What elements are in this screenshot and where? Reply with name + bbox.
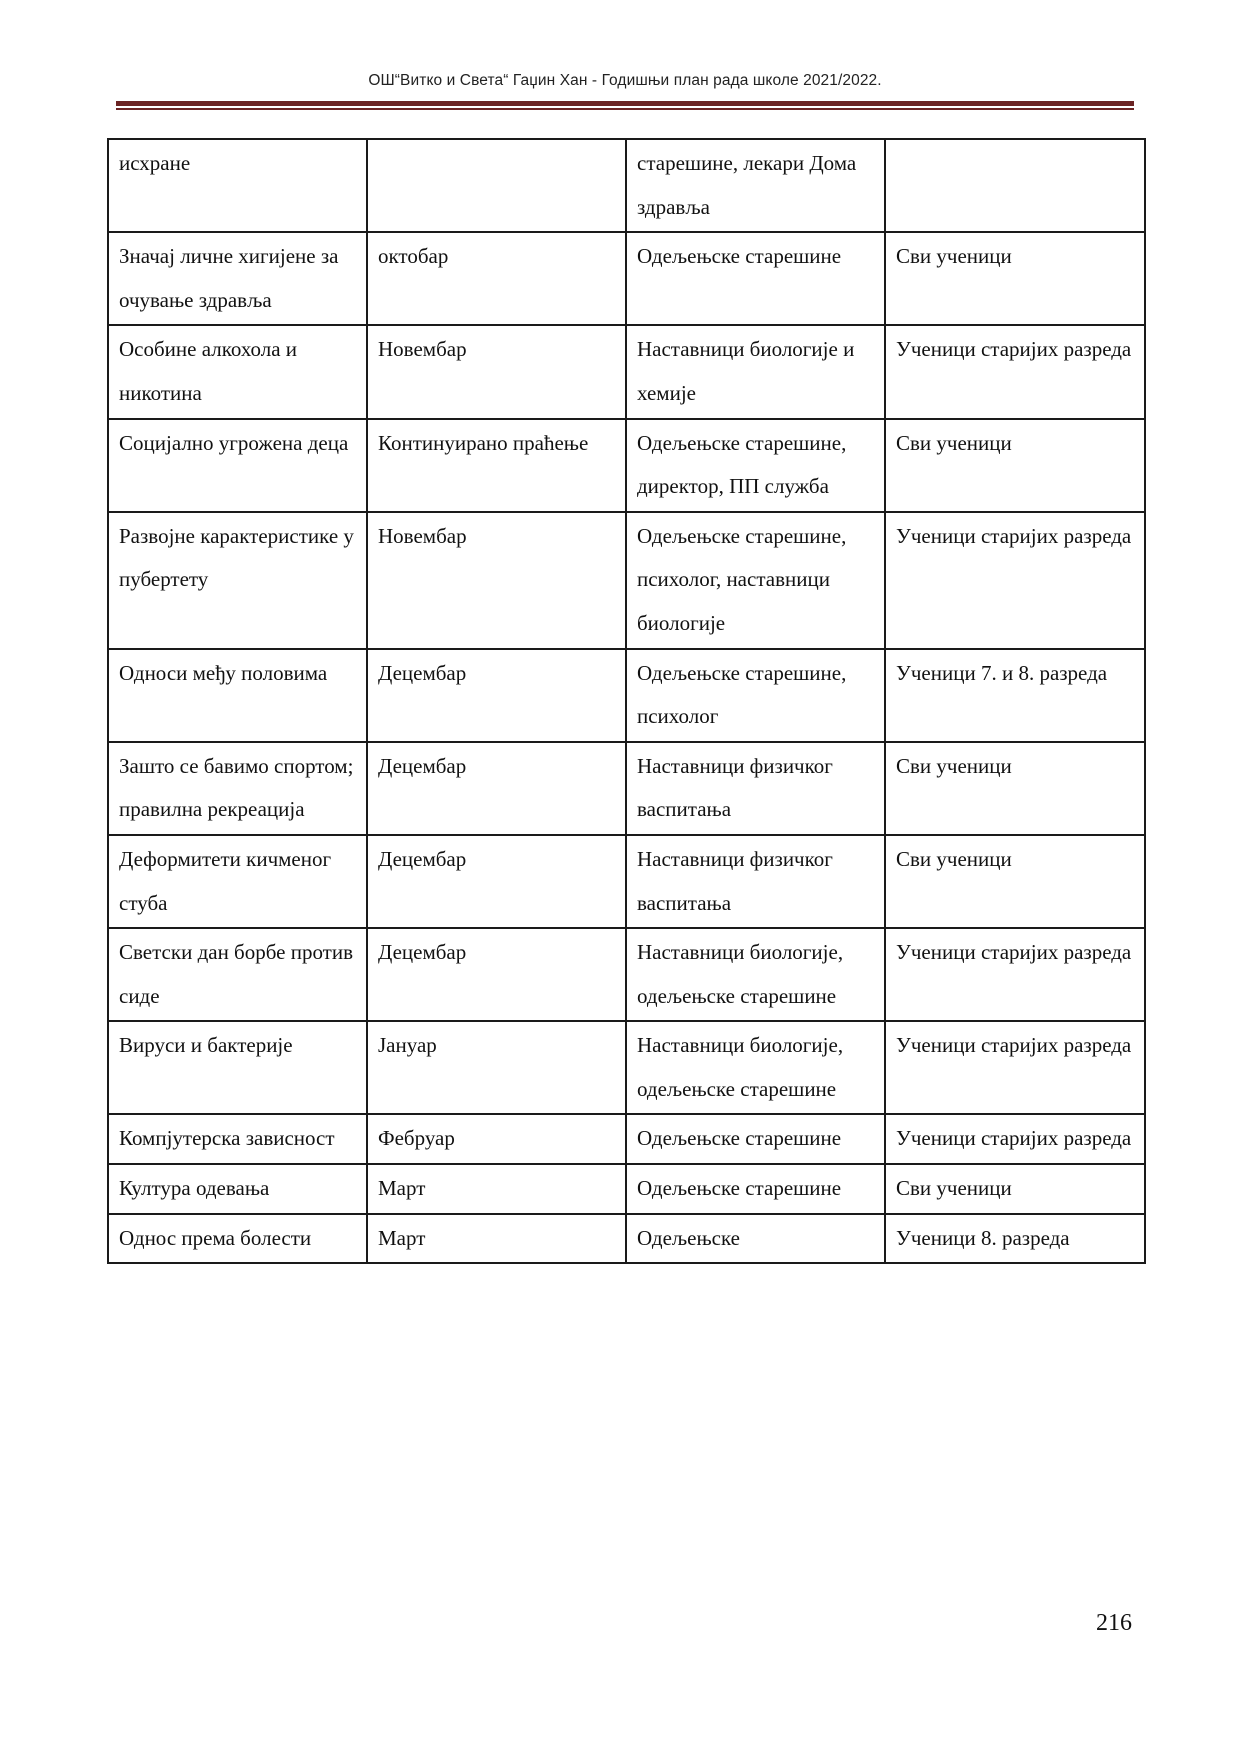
responsible-cell: Наставници биологије, одељењске старешине bbox=[626, 1021, 885, 1114]
participants-cell: Ученици 7. и 8. разреда bbox=[885, 649, 1145, 742]
time-cell: Децембар bbox=[367, 649, 626, 742]
responsible-cell: старешине, лекари Дома здравља bbox=[626, 139, 885, 232]
participants-cell: Ученици 8. разреда bbox=[885, 1214, 1145, 1264]
topic-cell: Култура одевања bbox=[108, 1164, 367, 1214]
page-number: 216 bbox=[1096, 1610, 1132, 1636]
participants-cell: Ученици старијих разреда bbox=[885, 928, 1145, 1021]
responsible-cell: Одељењске старешине, директор, ПП служба bbox=[626, 419, 885, 512]
time-cell: октобар bbox=[367, 232, 626, 325]
topic-cell: Деформитети кичменог стуба bbox=[108, 835, 367, 928]
table-row bbox=[108, 1214, 1145, 1264]
responsible-cell: Одељењске старешине, психолог, наставници биологије bbox=[626, 512, 885, 649]
participants-cell: Сви ученици bbox=[885, 419, 1145, 512]
time-cell bbox=[367, 139, 626, 232]
participants-cell bbox=[885, 139, 1145, 232]
table-row bbox=[108, 928, 1145, 1021]
table-row bbox=[108, 232, 1145, 325]
table-row bbox=[108, 1114, 1145, 1164]
topic-cell: Зашто се бавимо спортом; правилна рекреација bbox=[108, 742, 367, 835]
time-cell: Новембар bbox=[367, 512, 626, 649]
table-row bbox=[108, 742, 1145, 835]
time-cell: Јануар bbox=[367, 1021, 626, 1114]
responsible-cell: Наставници биологије и хемије bbox=[626, 325, 885, 418]
responsible-cell: Одељењске старешине bbox=[626, 1164, 885, 1214]
time-cell: Март bbox=[367, 1214, 626, 1264]
topic-cell: Компјутерска зависност bbox=[108, 1114, 367, 1164]
topic-cell: Вируси и бактерије bbox=[108, 1021, 367, 1114]
topic-cell: Однос према болести bbox=[108, 1214, 367, 1264]
header-rule-thin bbox=[116, 108, 1134, 110]
time-cell: Март bbox=[367, 1164, 626, 1214]
time-cell: Новембар bbox=[367, 325, 626, 418]
time-cell: Фебруар bbox=[367, 1114, 626, 1164]
time-cell: Континуирано праћење bbox=[367, 419, 626, 512]
participants-cell: Ученици старијих разреда bbox=[885, 1114, 1145, 1164]
participants-cell: Ученици старијих разреда bbox=[885, 1021, 1145, 1114]
topic-cell: Односи међу половима bbox=[108, 649, 367, 742]
topic-cell: Особине алкохола и никотина bbox=[108, 325, 367, 418]
time-cell: Децембар bbox=[367, 928, 626, 1021]
responsible-cell: Наставници физичког васпитања bbox=[626, 742, 885, 835]
responsible-cell: Наставници физичког васпитања bbox=[626, 835, 885, 928]
responsible-cell: Одељењске старешине bbox=[626, 1114, 885, 1164]
page-header: ОШ“Витко и Света“ Гаџин Хан - Годишњи план рада школе 2021/2022. bbox=[368, 72, 882, 89]
topic-cell: Развојне карактеристике у пубертету bbox=[108, 512, 367, 649]
table-row bbox=[108, 325, 1145, 418]
table-row bbox=[108, 139, 1145, 232]
table-row bbox=[108, 649, 1145, 742]
participants-cell: Сви ученици bbox=[885, 742, 1145, 835]
responsible-cell: Одељењске старешине bbox=[626, 232, 885, 325]
participants-cell: Сви ученици bbox=[885, 232, 1145, 325]
table-row bbox=[108, 835, 1145, 928]
table-row bbox=[108, 1164, 1145, 1214]
topic-cell: Значај личне хигијене за очување здравља bbox=[108, 232, 367, 325]
responsible-cell: Наставници биологије, одељењске старешине bbox=[626, 928, 885, 1021]
table-row bbox=[108, 419, 1145, 512]
activity-table bbox=[107, 138, 1146, 1264]
topic-cell: исхране bbox=[108, 139, 367, 232]
topic-cell: Социјално угрожена деца bbox=[108, 419, 367, 512]
time-cell: Децембар bbox=[367, 835, 626, 928]
participants-cell: Ученици старијих разреда bbox=[885, 512, 1145, 649]
table-row bbox=[108, 1021, 1145, 1114]
time-cell: Децембар bbox=[367, 742, 626, 835]
topic-cell: Светски дан борбе против сиде bbox=[108, 928, 367, 1021]
participants-cell: Ученици старијих разреда bbox=[885, 325, 1145, 418]
participants-cell: Сви ученици bbox=[885, 1164, 1145, 1214]
responsible-cell: Одељењске bbox=[626, 1214, 885, 1264]
header-rule-thick bbox=[116, 101, 1134, 106]
participants-cell: Сви ученици bbox=[885, 835, 1145, 928]
responsible-cell: Одељењске старешине, психолог bbox=[626, 649, 885, 742]
table-row bbox=[108, 512, 1145, 649]
